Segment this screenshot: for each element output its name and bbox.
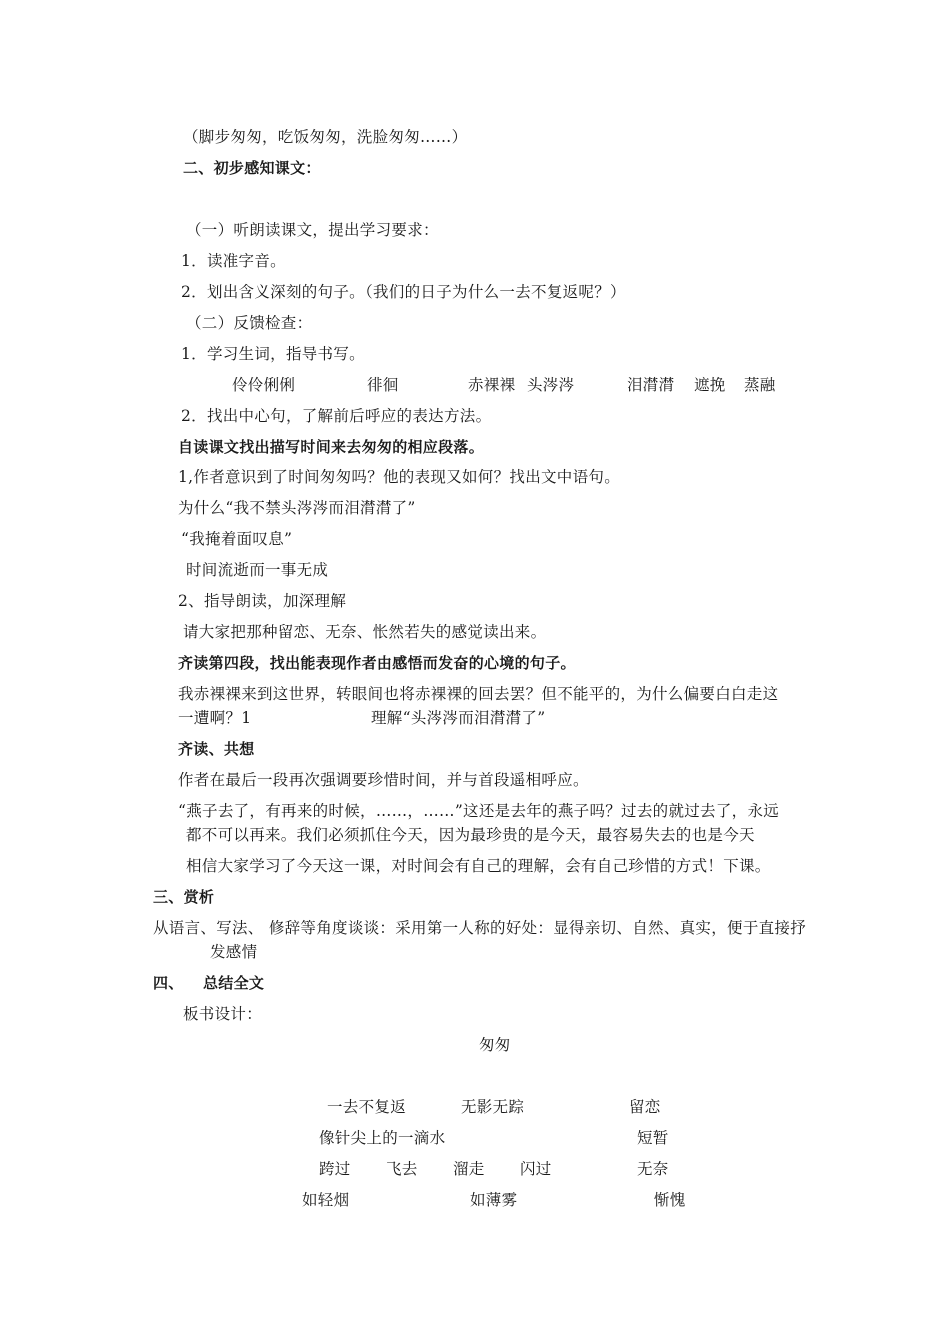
text-line: 1,作者意识到了时间匆匆吗？他的表现又如何？找出文中语句。 (178, 468, 620, 486)
board-item: 无影无踪 (461, 1098, 525, 1116)
board-item: 无奈 (637, 1160, 669, 1178)
text-line: 发感情 (210, 943, 258, 961)
text-line: （脚步匆匆，吃饭匆匆，洗脸匆匆……） (183, 128, 468, 146)
section-heading: 二、初步感知课文： (183, 159, 321, 177)
section-heading: 齐读第四段，找出能表现作者由感悟而发奋的心境的句子。 (178, 654, 576, 672)
board-item: 短暂 (637, 1129, 669, 1147)
board-item: 留恋 (629, 1098, 661, 1116)
text-line: 我赤裸裸来到这世界，转眼间也将赤裸裸的回去罢？但不能平的，为什么偏要白白走这 (178, 685, 779, 703)
vocab-word: 蒸融 (744, 376, 776, 394)
board-item: 跨过 (319, 1160, 351, 1178)
text-line: 2、指导朗读，加深理解 (178, 592, 347, 610)
section-heading: 三、赏析 (153, 888, 215, 906)
board-item: 惭愧 (654, 1191, 686, 1209)
board-item: 溜走 (453, 1160, 485, 1178)
board-item: 如薄雾 (470, 1191, 518, 1209)
vocab-word: 伶伶俐俐 (232, 376, 296, 394)
board-item: 飞去 (386, 1160, 418, 1178)
vocab-word: 遮挽 (694, 376, 726, 394)
text-line: 时间流逝而一事无成 (186, 561, 329, 579)
section-number: 四、 (153, 974, 184, 992)
text-line: 一遭啊？1 (178, 709, 252, 727)
vocab-word: 赤裸裸 (468, 376, 516, 394)
section-heading: 自读课文找出描写时间来去匆匆的相应段落。 (178, 438, 485, 456)
board-item: 闪过 (520, 1160, 552, 1178)
text-line: （二）反馈检查： (186, 314, 313, 332)
vocab-word: 徘徊 (367, 376, 399, 394)
text-line: 1．读准字音。 (181, 252, 286, 270)
board-item: 如轻烟 (302, 1191, 350, 1209)
section-heading: 齐读、共想 (178, 740, 255, 758)
text-line: （一）听朗读课文，提出学习要求： (186, 221, 439, 239)
text-line: “燕子去了，有再来的时候，……，……”这还是去年的燕子吗？过去的就过去了，永远 (178, 802, 780, 820)
text-line: 1．学习生词，指导书写。 (181, 345, 365, 363)
text-line: “我掩着面叹息” (181, 530, 293, 548)
board-item: 像针尖上的一滴水 (319, 1129, 446, 1147)
text-line: 请大家把那种留恋、无奈、怅然若失的感觉读出来。 (183, 623, 547, 641)
vocab-word: 头涔涔 (527, 376, 575, 394)
section-heading: 总结全文 (203, 974, 265, 992)
text-line: 2．划出含义深刻的句子。（我们的日子为什么一去不复返呢？） (181, 283, 626, 301)
vocab-word: 泪潸潸 (627, 376, 675, 394)
text-line: 相信大家学习了今天这一课，对时间会有自己的理解，会有自己珍惜的方式！下课。 (186, 857, 771, 875)
board-item: 一去不复返 (327, 1098, 407, 1116)
text-line: 板书设计： (183, 1005, 263, 1023)
text-line: 都不可以再来。我们必须抓住今天，因为最珍贵的是今天，最容易失去的也是今天 (186, 826, 755, 844)
text-line: 理解“头涔涔而泪潸潸了” (371, 709, 546, 727)
text-line: 为什么“我不禁头涔涔而泪潸潸了” (178, 499, 416, 517)
text-line: 从语言、写法、 修辞等角度谈谈：采用第一人称的好处：显得亲切、自然、真实，便于直接抒 (153, 919, 807, 937)
text-line: 2．找出中心句，了解前后呼应的表达方法。 (181, 407, 492, 425)
text-line: 作者在最后一段再次强调要珍惜时间，并与首段遥相呼应。 (178, 771, 589, 789)
board-title: 匆匆 (479, 1036, 511, 1054)
